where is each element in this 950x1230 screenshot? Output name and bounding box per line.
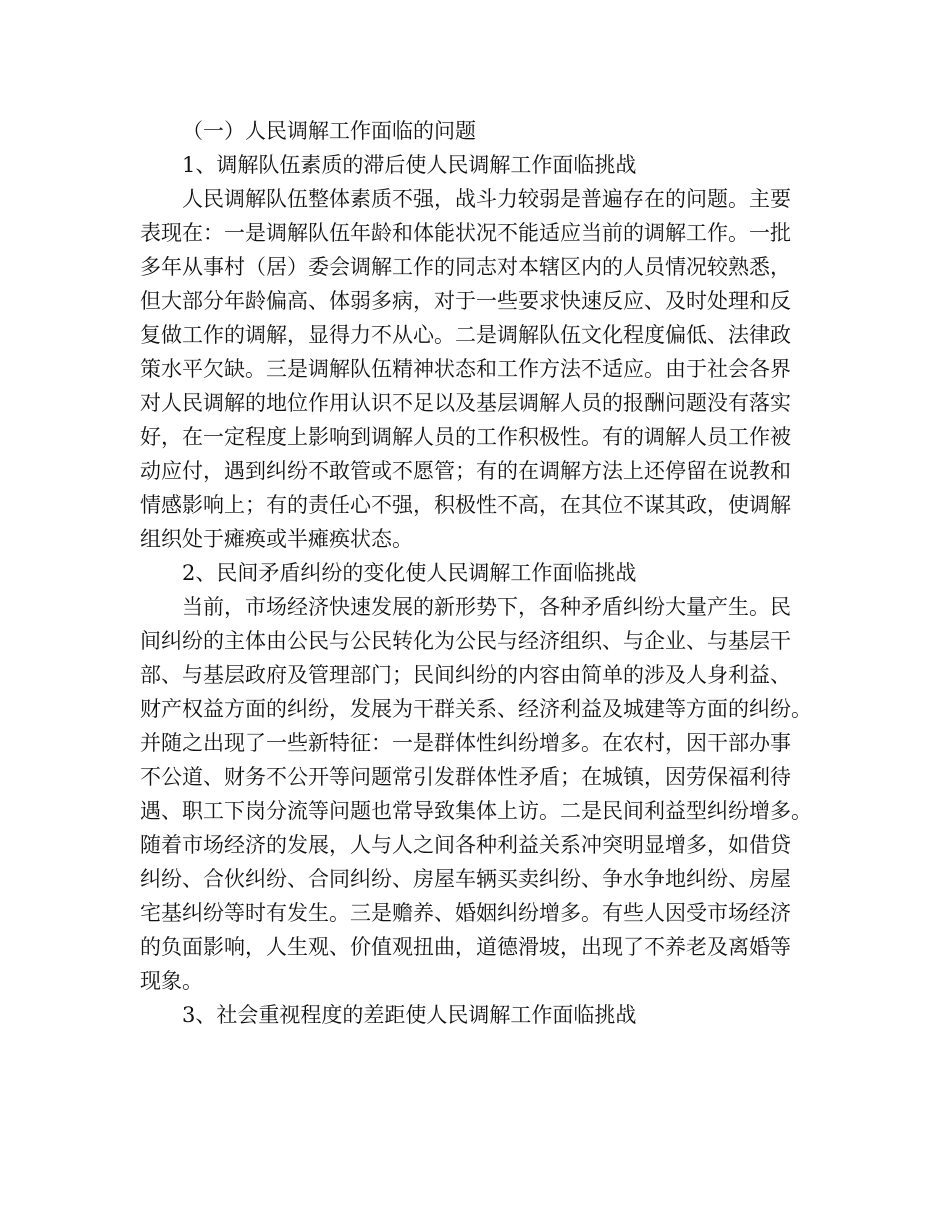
paragraph-line: 的负面影响，人生观、价值观扭曲，道德滑坡，出现了不养老及离婚等: [140, 935, 791, 959]
section-title: （一）人民调解工作面临的问题: [182, 119, 476, 143]
paragraph-line: 间纠纷的主体由公民与公民转化为公民与经济组织、与企业、与基层干: [140, 629, 791, 653]
paragraph-line: 复做工作的调解，显得力不从心。二是调解队伍文化程度偏低、法律政: [140, 323, 791, 347]
paragraph-1: [140, 182, 820, 556]
paragraph-line: 遇、职工下岗分流等问题也常导致集体上访。二是民间利益型纠纷增多。: [140, 799, 812, 823]
paragraph-line: 组织处于瘫痪或半瘫痪状态。: [140, 527, 413, 551]
paragraph-line: 情感影响上；有的责任心不强，积极性不高，在其位不谋其政，使调解: [140, 493, 791, 517]
paragraph-line: 多年从事村（居）委会调解工作的同志对本辖区内的人员情况较熟悉，: [140, 255, 791, 279]
paragraph-line: 表现在：一是调解队伍年龄和体能状况不能适应当前的调解工作。一批: [140, 221, 791, 245]
paragraph-line: 但大部分年龄偏高、体弱多病，对于一些要求快速反应、及时处理和反: [140, 289, 791, 313]
paragraph-line: 不公道、财务不公开等问题常引发群体性矛盾；在城镇，因劳保福利待: [140, 765, 791, 789]
paragraph-line: 动应付，遇到纠纷不敢管或不愿管；有的在调解方法上还停留在说教和: [140, 459, 791, 483]
paragraph-line: 现象。: [140, 969, 203, 993]
paragraph-line: 并随之出现了一些新特征：一是群体性纠纷增多。在农村，因干部办事: [140, 731, 791, 755]
subsection-title-2: 2、民间矛盾纠纷的变化使人民调解工作面临挑战: [182, 561, 637, 585]
subsection-title-3: 3、社会重视程度的差距使人民调解工作面临挑战: [182, 1003, 637, 1027]
subsection-title-1: 1、调解队伍素质的滞后使人民调解工作面临挑战: [182, 153, 637, 177]
paragraph-line: 好，在一定程度上影响到调解人员的工作积极性。有的调解人员工作被: [140, 425, 791, 449]
paragraph-line: 纠纷、合伙纠纷、合同纠纷、房屋车辆买卖纠纷、争水争地纠纷、房屋: [140, 867, 791, 891]
paragraph-line: 随着市场经济的发展，人与人之间各种利益关系冲突明显增多，如借贷: [140, 833, 791, 857]
paragraph-line: 财产权益方面的纠纷，发展为干群关系、经济利益及城建等方面的纠纷。: [140, 697, 812, 721]
paragraph-line: 部、与基层政府及管理部门；民间纠纷的内容由简单的涉及人身利益、: [140, 663, 791, 687]
paragraph-line: 宅基纠纷等时有发生。三是赡养、婚姻纠纷增多。有些人因受市场经济: [140, 901, 791, 925]
paragraph-line: 策水平欠缺。三是调解队伍精神状态和工作方法不适应。由于社会各界: [140, 357, 791, 381]
paragraph-line: 人民调解队伍整体素质不强，战斗力较弱是普遍存在的问题。主要: [182, 187, 791, 211]
paragraph-line: 对人民调解的地位作用认识不足以及基层调解人员的报酬问题没有落实: [140, 391, 791, 415]
paragraph-2: [140, 590, 820, 998]
document-body: [140, 114, 820, 1032]
paragraph-line: 当前，市场经济快速发展的新形势下，各种矛盾纠纷大量产生。民: [182, 595, 791, 619]
